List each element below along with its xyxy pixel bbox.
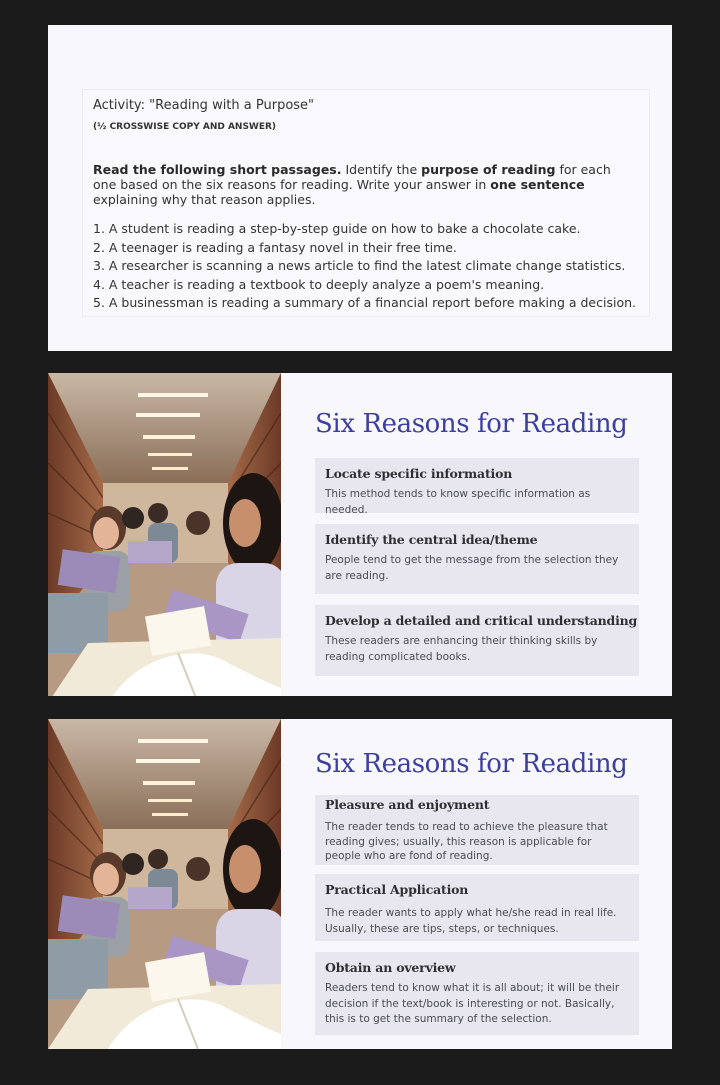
activity-title: Activity: "Reading with a Purpose" (93, 98, 315, 113)
reason-text: This method tends to know specific information as needed. (325, 488, 591, 516)
reason-text: These readers are enhancing their thinking skills by reading complicated books. (325, 635, 598, 663)
list-item: 3. A researcher is scanning a news article to find the latest climate change statistics. (93, 258, 626, 274)
list-item: 4. A teacher is reading a textbook to deeply analyze a poem's meaning. (93, 276, 545, 292)
reasons-slide-1 (48, 373, 672, 696)
reason-heading: Obtain an overview (325, 960, 456, 975)
reasons-slide-2 (48, 719, 672, 1049)
reason-card-practical-application (315, 874, 639, 941)
activity-subtitle: (½ CROSSWISE COPY AND ANSWER) (93, 122, 277, 132)
instr-text-1: Identify the (341, 162, 422, 177)
reason-text: People tend to get the message from the selection they are reading. (325, 554, 619, 582)
reason-text: The reader wants to apply what he/she read in real life. Usually, these are tips, steps, or techniques. (325, 907, 617, 935)
slide-title: Six Reasons for Reading (315, 749, 628, 779)
instr-bold-3: one sentence (490, 177, 585, 192)
slide-title: Six Reasons for Reading (315, 409, 628, 439)
list-item: 5. A businessman is reading a summary of a financial report before making a decision. (93, 295, 636, 311)
instr-bold-1: Read the following short passages. (93, 162, 342, 177)
reason-heading: Identify the central idea/theme (325, 532, 538, 547)
reason-card-pleasure (315, 795, 639, 865)
activity-slide (48, 25, 672, 351)
activity-instructions (93, 162, 633, 207)
reason-card-critical-understanding (315, 605, 639, 676)
library-students-image (48, 719, 281, 1049)
list-item: 1. A student is reading a step-by-step guide on how to bake a chocolate cake. (93, 221, 581, 236)
activity-box (82, 89, 650, 317)
reason-card-locate-information (315, 458, 639, 516)
reason-heading: Develop a detailed and critical understanding (325, 613, 638, 628)
instr-text-3: explaining why that reason applies. (93, 192, 316, 207)
list-item: 2. A teenager is reading a fantasy novel in their free time. (93, 239, 457, 255)
reason-heading: Locate specific information (325, 466, 513, 481)
reason-heading: Practical Application (325, 882, 469, 897)
activity-list (93, 220, 636, 313)
instr-text-2: for each one based on the six reasons for reading. Write your answer in (93, 162, 611, 192)
library-students-image (48, 373, 281, 696)
reason-text: Readers tend to know what it is all about; it will be their decision if the text/book is interesting or not. Basically, this is to get the summary of the selection. (325, 982, 620, 1025)
reason-heading: Pleasure and enjoyment (325, 797, 490, 812)
reason-text: The reader tends to read to achieve the pleasure that reading gives; usually, this reason is applicable for people who are fond of reading. (325, 821, 608, 862)
instr-bold-2: purpose of reading (421, 162, 556, 177)
reason-card-overview (315, 952, 639, 1035)
reason-card-central-idea (315, 524, 639, 594)
